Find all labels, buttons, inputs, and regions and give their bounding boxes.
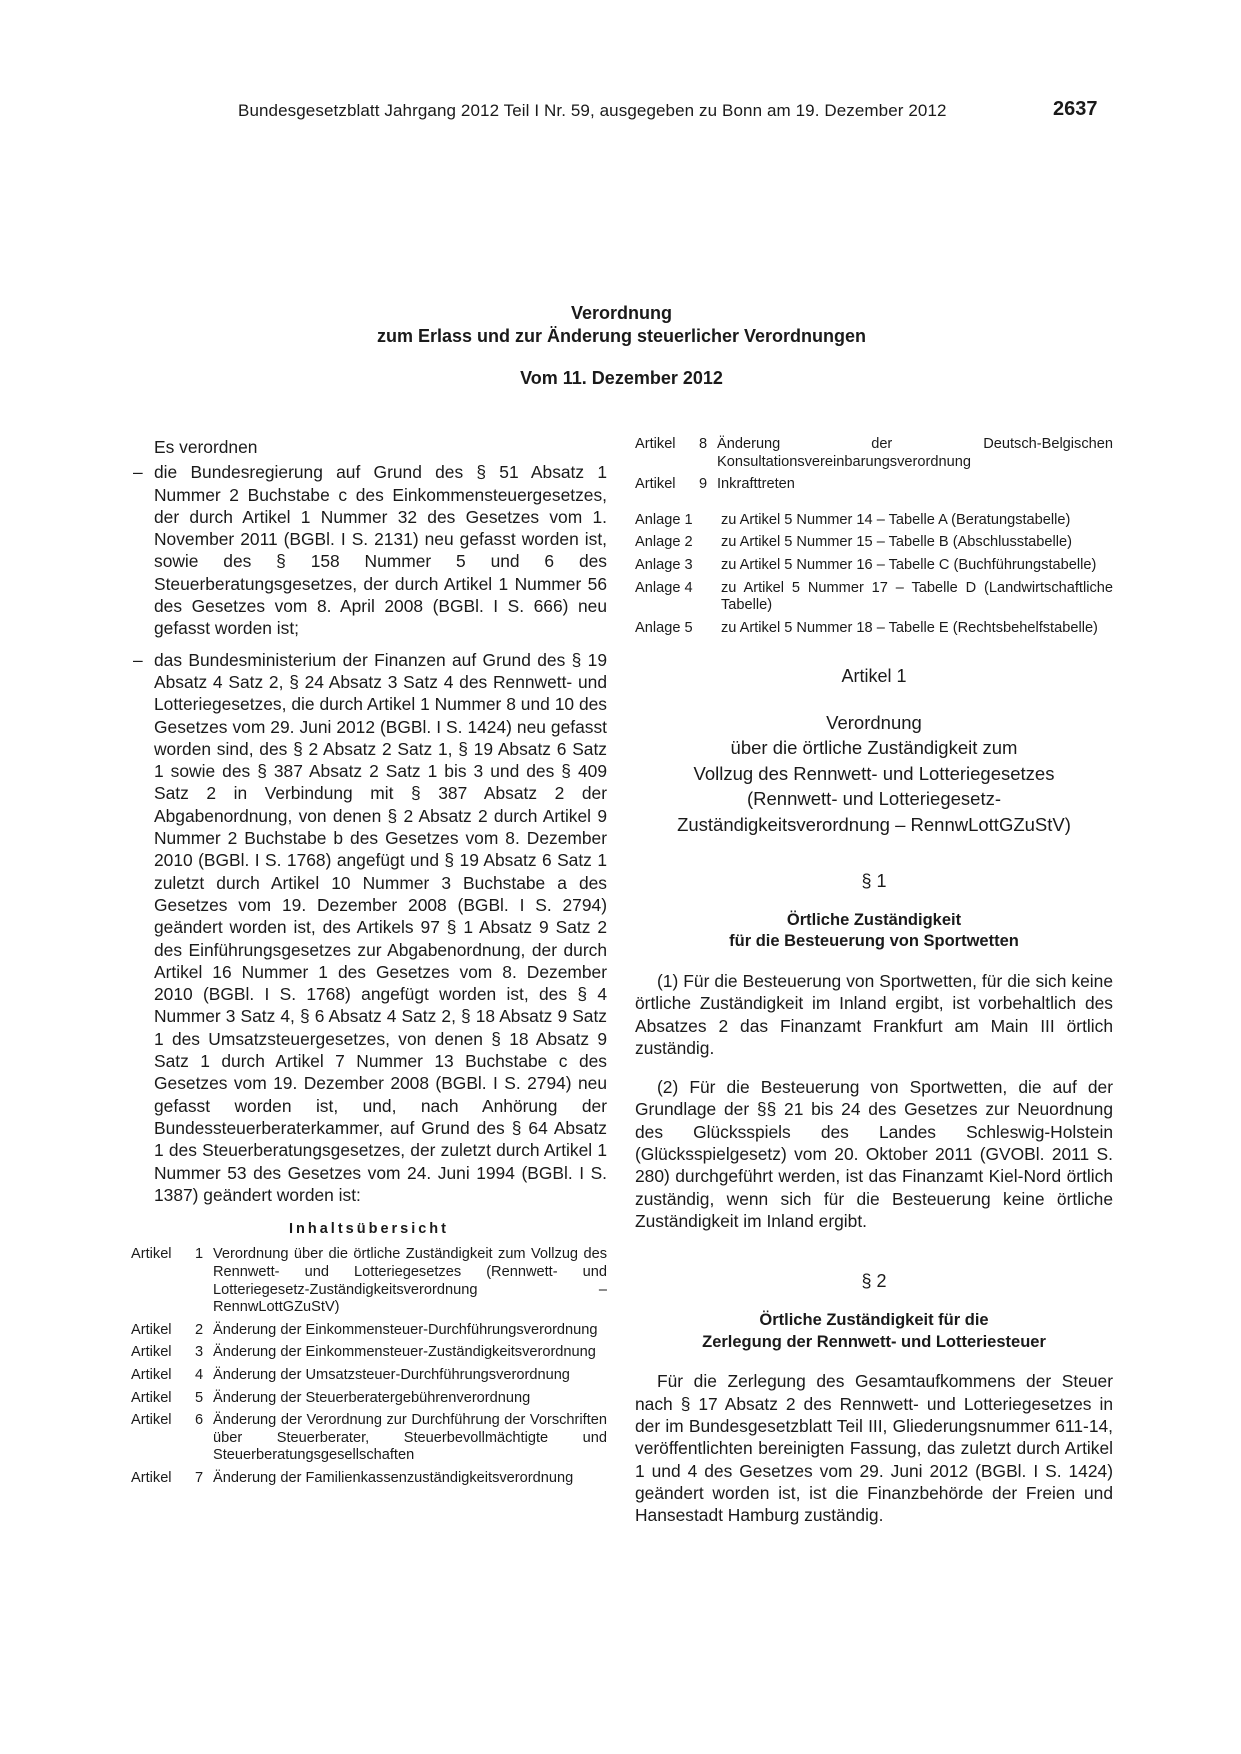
title-line-1: Verordnung [570,303,672,323]
toc-article-label: Artikel [131,1246,172,1263]
page-number: 2637 [1053,98,1098,120]
toc-article-title: Änderung der Familienkassenzuständigkeitsverordnung [213,1469,574,1486]
article-1-title-line: Vollzug des Rennwett- und Lotteriegesetzes [693,762,1055,784]
toc-article-title: Verordnung über die örtliche Zuständigkeit zum Vollzug des Rennwett- und Lotteriegesetzes (Rennwett- und Lotteriegesetz-Zuständigkeitsverordnung – RennwLottGZuStV) [213,1246,607,1316]
section-1-title-line: Örtliche Zuständigkeit [786,910,962,929]
toc-article-label: Artikel [635,436,676,452]
toc-article-title: Änderung der Steuerberatergebührenverordnung [213,1389,531,1406]
toc-spacer [635,499,1113,512]
legal-basis-text: das Bundesministerium der Finanzen auf Grund des § 19 Absatz 4 Satz 2, § 24 Absatz 3 Satz 4 des Rennwett- und Lotteriegesetzes, die durch Artikel 1 Nummer 8 und 10 des Gesetzes vom 29. Juni 2012 (BGBl. I S. 1424) neu gefasst worden sind, des § 2 Absatz 2 Satz 1, § 19 Absatz 6 Satz 1 sowie des § 387 Absatz 2 Satz 1 bis 3 und des § 409 Satz 2 in Verbindung mit § 387 Absatz 2 der Abgabenordnung, von denen § 2 Absatz 2 durch Artikel 9 Nummer 2 Buchstabe b des Gesetzes vom 8. Dezember 2010 (BGBl. I S. 1768) angefügt und § 19 Absatz 6 Satz 1 zuletzt durch Artikel 10 Nummer 3 Buchstabe a des Gesetzes vom 19. Dezember 2008 (BGBl. I S. 2794) geändert worden ist, des Artikels 97 § 1 Absatz 9 Satz 2 des Einführungsgesetzes zur Abgabenordnung, der durch Artikel 16 Nummer 1 des Gesetzes vom 8. Dezember 2010 (BGBl. I S. 1768) angefügt worden ist, des § 4 Nummer 3 Satz 4, § 6 Absatz 4 Satz 2, § 18 Absatz 9 Satz 1 des Umsatzsteuergesetzes, von denen § 18 Absatz 9 Satz 1 durch Artikel 7 Nummer 13 Buchstabe c des Gesetzes vom 19. Dezember 2008 (BGBl. I S. 2794) neu gefasst worden ist, und, nach Anhörung der Bundessteuerberaterkammer, auf Grund des § 64 Absatz 1 des Steuerberatungsgesetzes, der zuletzt durch Artikel 1 Nummer 53 des Gesetzes vom 24. Juni 1994 (BGBl. I S. 1387) geändert worden ist: [154,649,607,1205]
toc-annex-entry [635,534,1113,552]
toc-annex-title: zu Artikel 5 Nummer 14 – Tabelle A (Beratungstabelle) [721,511,1071,528]
article-1-title-line: Zuständigkeitsverordnung – RennwLottGZuStV) [677,814,1071,836]
right-column [635,436,1113,1527]
legal-basis-item [131,649,607,1206]
section-1-paragraph: (2) Für die Besteuerung von Sportwetten, die auf der Grundlage der §§ 21 bis 24 des Gesetzes zur Neuordnung des Glücksspiels des Landes Schleswig-Holstein (Glücksspielgesetz) vom 20. Oktober 2011 (GVOBl. 2011 S. 280) durchgeführt werden, ist das Finanzamt Kiel-Nord örtlich zuständig, wenn sich für die Besteuerung keine örtliche Zuständigkeit im Inland ergibt. [635,1077,1113,1231]
toc-annex-label: Anlage 4 [635,579,693,596]
table-of-contents [131,1246,607,1487]
toc-article-title: Änderung der Deutsch-Belgischen Konsultationsvereinbarungsverordnung [717,436,1113,470]
toc-entry [131,1470,607,1488]
section-2-title [635,1310,1113,1353]
dash-marker: – [133,649,143,670]
toc-annex-label: Anlage 2 [635,534,693,551]
toc-article-label: Artikel [131,1412,172,1429]
toc-annex-label: Anlage 3 [635,556,693,573]
intro-text: Es verordnen [154,437,258,457]
toc-heading: Inhaltsübersicht [289,1221,449,1238]
toc-article-title: Änderung der Einkommensteuer-Durchführungsverordnung [213,1321,598,1338]
section-1-title-line: für die Besteuerung von Sportwetten [729,932,1019,951]
toc-annex-title: zu Artikel 5 Nummer 16 – Tabelle C (Buchführungstabelle) [721,556,1097,573]
toc-entry [131,1246,607,1316]
dash-marker: – [133,462,143,483]
toc-entry [635,436,1113,471]
toc-article-number: 6 [194,1412,204,1429]
toc-article-title: Änderung der Verordnung zur Durchführung der Vorschriften über Steuerberater, Steuerbevollmächtigte und Steuerberatungsgesellschaften [213,1412,607,1464]
section-2-title-line: Zerlegung der Rennwett- und Lotteriesteuer [702,1332,1046,1351]
toc-article-title: Änderung der Umsatzsteuer-Durchführungsverordnung [213,1366,570,1383]
toc-article-number: 1 [194,1246,204,1263]
toc-article-number: 4 [194,1366,204,1383]
toc-annex-label: Anlage 5 [635,619,693,636]
toc-entry [131,1412,607,1465]
toc-annex-entry [635,557,1113,575]
left-column [131,436,607,1493]
document-title [130,302,1113,389]
legal-basis-text: die Bundesregierung auf Grund des § 51 Absatz 1 Nummer 2 Buchstabe c des Einkommensteuergesetzes, der durch Artikel 1 Nummer 32 des Gesetzes vom 1. November 2011 (BGBl. I S. 2131) neu gefasst worden ist, sowie des § 158 Nummer 5 und 6 des Steuerberatungsgesetzes, der durch Artikel 1 Nummer 56 des Gesetzes vom 8. April 2008 (BGBl. I S. 666) neu gefasst worden ist; [154,462,607,639]
toc-annex-entry [635,620,1113,638]
toc-article-label: Artikel [131,1389,172,1406]
table-of-contents-continued [635,436,1113,637]
article-1-title-line: über die örtliche Zuständigkeit zum [730,737,1018,759]
toc-entry [131,1322,607,1340]
legal-basis-item [131,461,607,639]
toc-article-label: Artikel [131,1344,172,1361]
toc-article-number: 3 [194,1344,204,1361]
section-2-paragraph: Für die Zerlegung des Gesamtaufkommens der Steuer nach § 17 Absatz 2 des Rennwett- und Lotteriegesetzes in der im Bundesgesetzblatt Teil III, Gliederungsnummer 611-14, veröffentlichten bereinigten Fassung, das zuletzt durch Artikel 1 und 4 des Gesetzes vom 29. Juni 2012 (BGBl. I S. 1424) geändert worden ist, ist die Finanzbehörde der Freien und Hansestadt Hamburg zuständig. [635,1371,1113,1526]
section-1-paragraph: (1) Für die Besteuerung von Sportwetten, für die sich keine örtliche Zuständigkeit im Inland ergibt, ist vorbehaltlich des Absatzes 2 das Finanzamt Frankfurt am Main III örtlich zuständig. [635,970,1113,1058]
toc-article-label: Artikel [131,1366,172,1383]
toc-article-title: Änderung der Einkommensteuer-Zuständigkeitsverordnung [213,1344,596,1361]
toc-article-number: 7 [194,1469,204,1486]
toc-annex-title: zu Artikel 5 Nummer 15 – Tabelle B (Abschlusstabelle) [721,534,1072,551]
section-2-sign: § 2 [861,1271,887,1292]
title-date: Vom 11. Dezember 2012 [520,368,723,388]
title-line-2: zum Erlass und zur Änderung steuerlicher Verordnungen [376,326,867,346]
toc-annex-entry [635,512,1113,530]
article-1-heading: Artikel 1 [841,666,907,687]
section-1-title [635,910,1113,953]
toc-entry [131,1390,607,1408]
toc-annex-label: Anlage 1 [635,511,693,528]
section-2-title-line: Örtliche Zuständigkeit für die [759,1311,989,1330]
toc-article-label: Artikel [131,1321,172,1338]
article-1-title-line: Verordnung [826,711,922,733]
section-1-sign: § 1 [861,870,887,891]
toc-entry [635,476,1113,494]
toc-article-label: Artikel [635,476,676,493]
toc-article-number: 9 [698,476,708,493]
toc-article-label: Artikel [131,1469,172,1486]
toc-article-number: 2 [194,1321,204,1338]
toc-annex-entry [635,580,1113,615]
toc-article-number: 5 [194,1389,204,1406]
article-1-title [635,710,1113,838]
toc-annex-title: zu Artikel 5 Nummer 18 – Tabelle E (Rechtsbehelfstabelle) [721,619,1098,636]
toc-entry [131,1344,607,1362]
toc-annex-title: zu Artikel 5 Nummer 17 – Tabelle D (Landwirtschaftliche Tabelle) [721,579,1113,614]
article-1-title-line: (Rennwett- und Lotteriegesetz- [747,788,1001,810]
header-text: Bundesgesetzblatt Jahrgang 2012 Teil I Nr. 59, ausgegeben zu Bonn am 19. Dezember 2012 [238,101,947,120]
toc-article-number: 8 [698,436,708,452]
toc-entry [131,1367,607,1385]
toc-article-title: Inkrafttreten [717,476,795,493]
